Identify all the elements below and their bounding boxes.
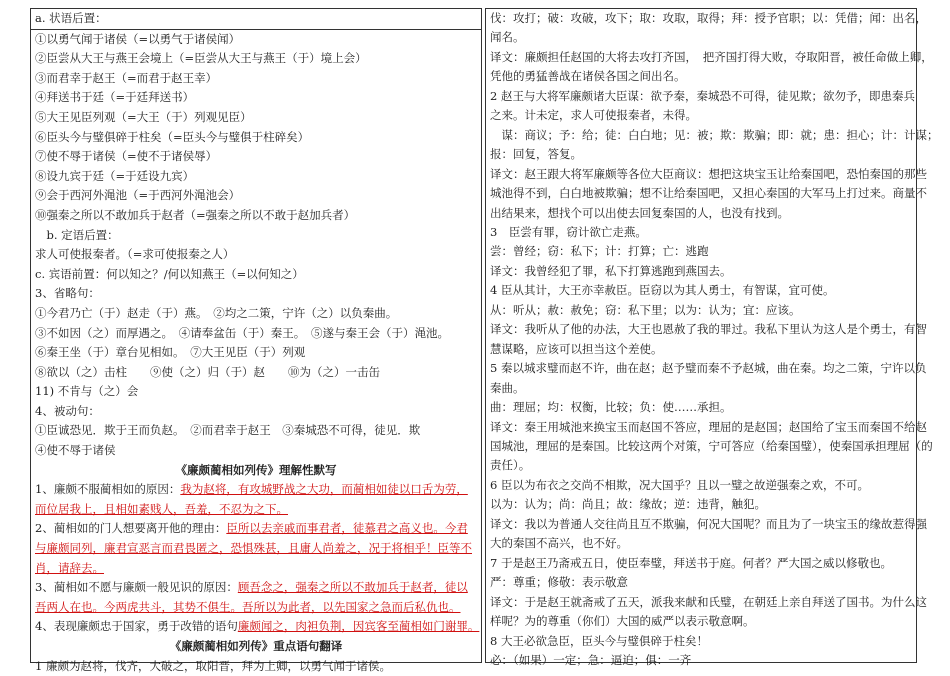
line-text: 译文：廉颇担任赵国的大将去攻打齐国， 把齐国打得大败，夺取阳晋，被任命做上卿，: [490, 49, 933, 64]
left-line: [31, 382, 481, 402]
line-text: 大的秦国不高兴，也不好。: [490, 536, 628, 551]
right-line: [486, 204, 916, 223]
left-line: [31, 480, 481, 500]
left-line: [31, 245, 481, 265]
answer-text: 顾吾念之，强秦之所以不敢加兵于赵者，徒以: [237, 580, 468, 595]
line-text: ⑨会于西河外渑池（=于西河外渑池会）: [35, 188, 241, 203]
line-text: 6 臣以为布衣之交尚不相欺，况大国乎？且以一璧之故逆强秦之欢，不可。: [490, 477, 869, 492]
answer-text: 与廉颇同列，廉君宣恶言而君畏匿之，恐惧殊甚，且庸人尚羞之，况于将相乎！臣等不: [35, 541, 472, 556]
right-line: [486, 456, 916, 475]
right-line: [486, 632, 916, 651]
answer-text: 而位居我上，且相如素贱人，吾羞，不忍为之下。: [35, 501, 288, 516]
line-text: ⑥臣头今与璧俱碎于柱矣（=臣头今与璧俱于柱碎矣）: [35, 129, 310, 144]
answer-text: 廉颇闻之，肉袒负荆，因宾客至蔺相如门谢罪。: [237, 619, 480, 634]
left-line: [31, 343, 481, 363]
left-line: [31, 284, 481, 304]
line-text: 8 大王必欲急臣，臣头今与璧俱碎于柱矣！: [490, 633, 708, 648]
line-text: 伐：攻打；破：攻破，攻下；取：攻取，取得；拜：授予官职；以：凭借；闻：出名，: [490, 11, 927, 25]
line-text: 1、廉颇不服蔺相如的原因：: [35, 482, 181, 497]
line-text: 5 秦以城求璧而赵不许，曲在赵；赵予璧而秦不予赵城，曲在秦。均之二策，宁许以负: [490, 361, 927, 376]
right-line: [486, 320, 927, 339]
line-text: 曲：理屈；均：权衡，比较；负：使……承担。: [490, 400, 732, 415]
line-text: 出结果来，想找个可以出使去回复秦国的人，也没有找到。: [490, 205, 789, 220]
left-line: [31, 49, 481, 69]
line-text: 严：尊重；修敬：表示敬意: [490, 575, 628, 590]
left-line: [31, 69, 481, 89]
line-text: ③不如因（之）而厚遇之。 ④请奉盆缶（于）秦王。 ⑤遂与秦王会（于）渑池。: [35, 325, 449, 340]
answer-text: 我为赵将，有攻城野战之大功，而蔺相如徒以口舌为劳，: [180, 482, 468, 497]
right-line: [486, 379, 916, 398]
left-line: [31, 147, 481, 167]
line-text: 之来。计未定，求人可使报秦者，未得。: [490, 108, 697, 123]
line-text: ⑦使不辱于诸侯（=使不于诸侯辱）: [35, 149, 218, 164]
line-text: 尝：曾经；窃：私下；计：打算；亡：逃跑: [490, 244, 709, 259]
line-text: ②臣尝从大王与燕王会境上（=臣尝从大王与燕王（于）境上会）: [35, 51, 367, 66]
left-line: [31, 363, 481, 383]
right-line: [486, 165, 927, 184]
right-line: [486, 437, 933, 456]
line-text: ④拜送书于廷（=于廷拜送书）: [35, 90, 195, 105]
left-line: [31, 578, 481, 598]
line-text: 必：（如果）一定；急：逼迫；俱：一齐: [490, 652, 692, 667]
line-text: ⑤大王见臣列观（=大王（于）列观见臣）: [35, 109, 252, 124]
line-text: 城池得不到，白白地被欺骗；想不让给秦国吧，又担心秦国的大军马上打过来。商量不: [490, 186, 927, 201]
line-text: ③而君幸于赵王（=而君于赵王幸）: [35, 70, 218, 85]
right-line: [486, 48, 933, 67]
right-line: [486, 359, 927, 378]
line-text: 秦曲。: [490, 380, 525, 395]
line-text: 7 于是赵王乃斋戒五日，使臣奉璧，拜送书于庭。何者？严大国之威以修敬也。: [490, 555, 892, 570]
line-text: 译文：我听从了他的办法，大王也恩赦了我的罪过。我私下里认为这人是个勇士，有智: [490, 322, 927, 337]
right-line: [486, 262, 916, 281]
right-line: [486, 28, 916, 47]
line-text: 2、蔺相如的门人想要离开他的理由：: [35, 521, 227, 536]
line-text: ⑧欲以（之）击柱 ⑨使（之）归（于）赵 ⑩为（之）一击缶: [35, 364, 380, 379]
left-line: [31, 324, 481, 344]
left-line: [31, 128, 481, 148]
right-line: [486, 184, 927, 203]
left-column: [30, 8, 482, 673]
left-line: [31, 226, 481, 246]
left-line: [31, 108, 481, 128]
answer-text: 肖，请辞去。: [35, 560, 104, 575]
right-line: [486, 593, 927, 612]
line-text: 译文：赵王跟大将军廉颇等各位大臣商议：想把这块宝玉让给秦国吧，恐怕秦国的那些: [490, 166, 927, 181]
right-line: [486, 242, 916, 261]
line-text: 4、被动句：: [35, 403, 100, 418]
answer-text: 臣所以去亲戚而事君者，徒慕君之高义也。今君: [226, 521, 468, 536]
line-text: 译文：于是赵王就斋戒了五天，派我来献和氏璧，在朝廷上亲自拜送了国书。为什么这: [490, 594, 927, 609]
line-text: 国城池，理屈的是秦国。比较这两个对策，宁可答应（给秦国璧），使秦国承担理屈（的: [490, 438, 933, 453]
line-text: ①今君乃亡（于）赵走（于）燕。 ②均之二策，宁许（之）以负秦曲。: [35, 305, 398, 320]
left-line: [31, 461, 481, 481]
right-line: [486, 418, 927, 437]
line-text: 报：回复，答复。: [490, 147, 582, 162]
right-line: [486, 554, 916, 573]
right-line: [486, 281, 916, 300]
left-line: [31, 500, 481, 520]
line-text: 慧谋略，应该可以担当这个差使。: [490, 341, 663, 356]
line-text: 译文：我曾经犯了罪，私下打算逃跑到燕国去。: [490, 263, 732, 278]
right-line: [486, 534, 916, 553]
line-text: 译文：秦王用城池来换宝玉而赵国不答应，理屈的是赵国；赵国给了宝玉而秦国不给赵: [490, 419, 927, 434]
left-line: [31, 265, 481, 285]
line-text: 3、蔺相如不愿与廉颇一般见识的原因：: [35, 580, 238, 595]
line-text: 3、省略句：: [35, 286, 100, 301]
right-line: [486, 9, 927, 28]
line-text: c. 宾语前置：何以知之？/何以知燕王（=以何知之）: [35, 266, 304, 281]
left-line: [31, 617, 481, 637]
line-text: 《廉颇蔺相如列传》重点语句翻译: [169, 639, 343, 653]
line-text: 凭他的勇猛善战在诸侯各国之间出名。: [490, 69, 686, 84]
left-line: [31, 657, 481, 676]
line-text: 以为：认为；尚：尚且；故：缘故；逆：违背，触犯。: [490, 497, 766, 512]
line-text: ①以勇气闻于诸侯（=以勇气于诸侯闻）: [35, 31, 241, 46]
left-line: [31, 559, 481, 579]
line-text: 从：听从；赦：赦免；窃：私下里；以为：认为；宜：应该。: [490, 302, 801, 317]
line-text: 责任）。: [490, 458, 531, 473]
right-line: [486, 67, 916, 86]
line-text: 求人可使报秦者。（=求可使报秦之人）: [35, 247, 235, 262]
right-line: [486, 126, 939, 145]
right-line: [486, 87, 916, 106]
left-line: [31, 441, 481, 461]
right-line: [486, 106, 916, 125]
line-text: 谋：商议；予：给；徒：白白地；见：被；欺：欺骗；即：就；患：担心；计：计谋；: [490, 127, 939, 142]
left-line: [31, 30, 481, 50]
right-line: [486, 651, 916, 670]
line-text: ④使不辱于诸侯: [35, 443, 116, 458]
line-text: 2 赵王与大将军廉颇诸大臣谋：欲予秦，秦城恐不可得，徒见欺；欲勿予，即患秦兵: [490, 88, 915, 103]
left-line: [31, 539, 481, 559]
left-line: [31, 9, 481, 30]
line-text: 4、表现廉颇忠于国家，勇于改错的语句: [35, 619, 238, 634]
right-line: [486, 301, 916, 320]
right-line: [486, 223, 916, 242]
line-text: 闻名。: [490, 30, 525, 45]
line-text: 1 廉颇为赵将，伐齐，大破之，取阳晋，拜为上卿，以勇气闻于诸侯。: [35, 658, 391, 673]
left-line: [31, 598, 481, 618]
line-text: ⑩强秦之所以不敢加兵于赵者（=强秦之所以不敢于赵加兵者）: [35, 207, 356, 222]
left-line: [31, 167, 481, 187]
left-line: [31, 402, 481, 422]
left-line: [31, 519, 481, 539]
left-line: [31, 637, 481, 657]
line-text: 3 臣尝有罪，窃计欲亡走燕。: [490, 224, 647, 239]
left-line: [31, 186, 481, 206]
answer-text: 吾两人在也。今两虎共斗，其势不俱生。吾所以为此者，以先国家之急而后私仇也。: [35, 599, 461, 614]
right-column: [485, 8, 939, 667]
line-text: ⑥秦王坐（于）章台见相如。 ⑦大王见臣（于）列观: [35, 345, 306, 360]
line-text: 4 臣从其计，大王亦幸赦臣。臣窃以为其人勇士，有智谋，宜可使。: [490, 283, 835, 298]
right-line: [486, 340, 916, 359]
right-line: [486, 612, 916, 631]
right-line: [486, 515, 927, 534]
line-text: 译文：我以为普通人交往尚且互不欺骗，何况大国呢？而且为了一块宝玉的缘故惹得强: [490, 516, 927, 531]
left-line: [31, 421, 481, 441]
right-line: [486, 476, 916, 495]
line-text: 《廉颇蔺相如列传》理解性默写: [175, 462, 337, 477]
right-line: [486, 398, 916, 417]
left-line: [31, 304, 481, 324]
right-line: [486, 145, 916, 164]
line-text: 样呢？为的尊重（你们）大国的威严以表示敬意啊。: [490, 614, 755, 629]
line-text: ①臣诚恐见．欺于王而负赵。 ②而君幸于赵王 ③秦城恐不可得，徒见．欺: [35, 423, 421, 438]
right-line: [486, 573, 916, 592]
line-text: a. 状语后置：: [35, 11, 107, 25]
left-line: [31, 206, 481, 226]
right-line: [486, 495, 916, 514]
line-text: ⑧设九宾于廷（=于廷设九宾）: [35, 168, 195, 183]
left-line: [31, 88, 481, 108]
line-text: 11) 不肯与（之）会: [35, 384, 139, 399]
line-text: b. 定语后置：: [35, 227, 119, 242]
